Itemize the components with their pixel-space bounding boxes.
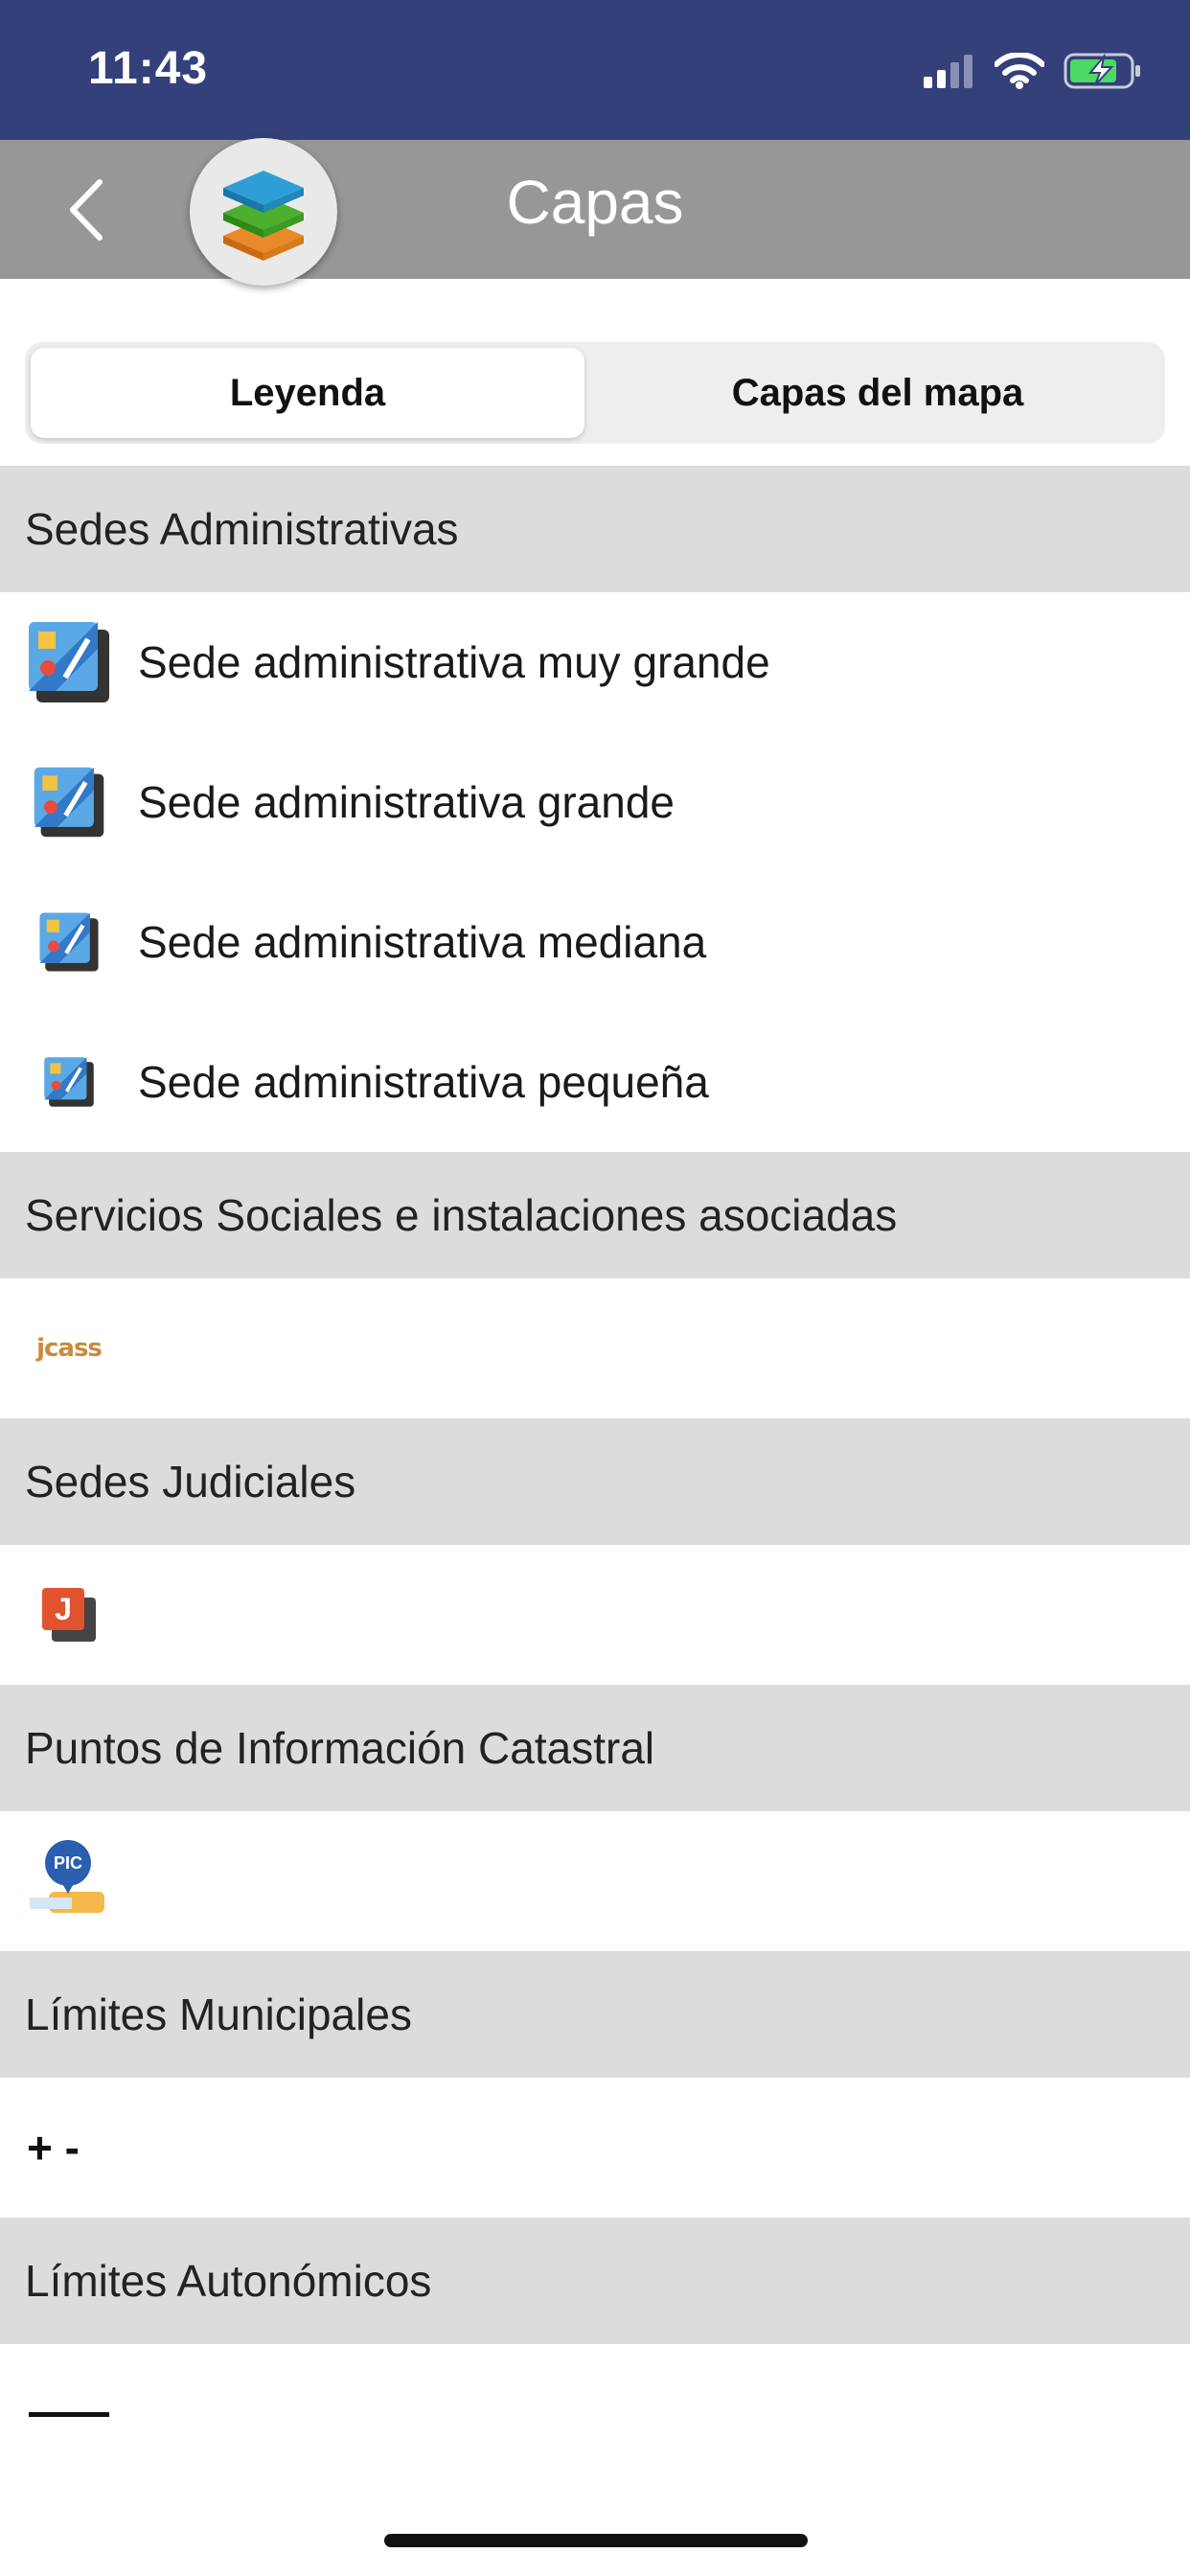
list-item-label: Sede administrativa mediana [138,917,707,967]
list-item [0,1012,1190,1152]
tab-map-layers[interactable] [596,348,1159,438]
section-header: Sedes Judiciales [0,1418,1190,1545]
list-item [0,592,1190,732]
section-header: Puntos de Información Catastral [0,1685,1190,1811]
section-header: Servicios Sociales e instalaciones asociadas [0,1152,1190,1278]
list-item [0,1811,1190,1951]
battery-charging-icon [1064,52,1142,95]
legend-list [0,466,1190,2484]
section-header: Límites Municipales [0,1951,1190,2078]
home-indicator[interactable] [384,2534,808,2547]
list-item-label: Sede administrativa grande [138,777,675,827]
list-item [0,1278,1190,1418]
list-item [0,2344,1190,2484]
tab-legend[interactable]: Leyenda [31,348,584,438]
status-bar [0,0,1190,140]
signal-icon [922,54,975,93]
list-item-label: Sede administrativa pequeña [138,1057,709,1107]
status-icons [922,50,1142,96]
admin-building-s-icon [27,1040,111,1124]
admin-building-l-icon [27,760,111,844]
pic-marker-text: PIC [45,1840,91,1886]
judicial-icon [27,1573,111,1657]
page-title: Capas [506,168,684,237]
regional-boundary-icon [27,2372,111,2456]
admin-building-m-icon [27,900,111,984]
section-header: Límites Autonómicos [0,2218,1190,2344]
section-header: Sedes Administrativas [0,466,1190,592]
list-item [0,732,1190,872]
status-time: 11:43 [88,43,209,94]
judicial-icon-letter: J [42,1588,84,1630]
social-services-icon [27,1306,111,1391]
admin-building-xl-icon [27,620,111,704]
list-item-label: Sede administrativa muy grande [138,637,770,687]
municipal-boundary-symbol: + - [27,2123,80,2173]
tab-map-layers-label: Capas del mapa [731,371,1024,414]
list-item [0,1545,1190,1685]
municipal-boundary-icon [27,2105,111,2190]
list-item [0,2078,1190,2218]
navigation-bar [0,140,1190,279]
legend-tabs [25,342,1165,444]
social-services-icon-text: jcass [36,1334,102,1363]
list-item [0,872,1190,1012]
wifi-icon [995,53,1044,94]
pic-marker-icon [27,1839,111,1923]
